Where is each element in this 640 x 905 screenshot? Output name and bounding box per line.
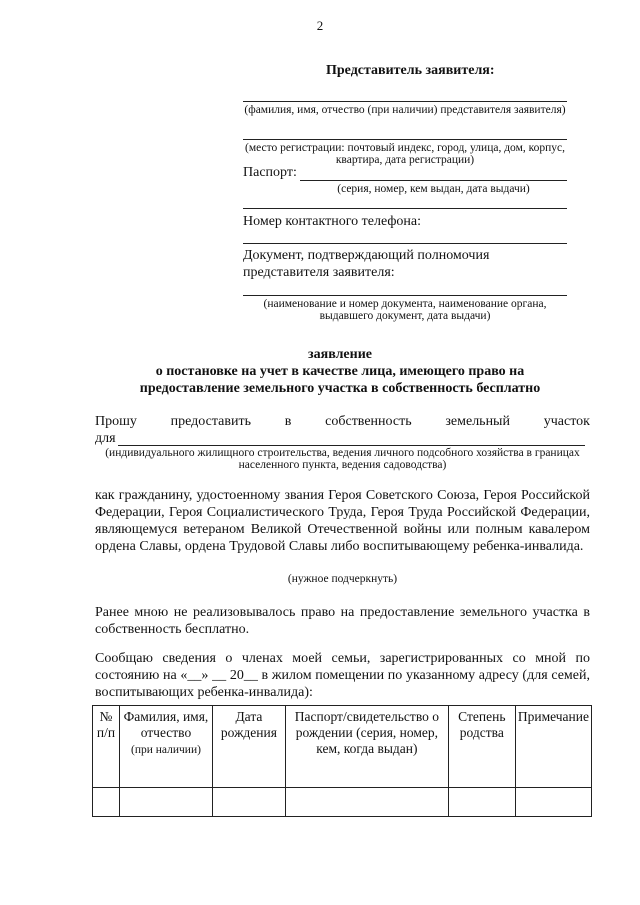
request-word: Прошу — [95, 414, 137, 429]
passport-caption: (серия, номер, кем выдан, дата выдачи) — [337, 183, 530, 195]
for-word: для — [95, 431, 116, 446]
doc-label-line1: Документ, подтверждающий полномочия — [243, 248, 490, 263]
doc-label-line2: представителя заявителя: — [243, 265, 395, 280]
fio-caption: (фамилия, имя, отчество (при наличии) представителя заявителя) — [244, 104, 566, 116]
address-line[interactable] — [243, 139, 567, 140]
table-cell[interactable] — [285, 788, 448, 817]
header-birth: Дата рождения — [212, 706, 285, 788]
representative-title: Представитель заявителя: — [326, 63, 495, 78]
header-num: № п/п — [93, 706, 120, 788]
header-name-text: Фамилия, имя, отчество — [123, 709, 209, 740]
header-note: Примечание — [515, 706, 591, 788]
phone-line[interactable] — [243, 243, 567, 244]
table-row — [93, 788, 592, 817]
fio-line[interactable] — [243, 101, 567, 102]
header-name-note: (при наличии) — [130, 744, 201, 756]
header-passport: Паспорт/свидетельство о рождении (серия, номер, кем, когда выдан) — [285, 706, 448, 788]
citizen-paragraph: как гражданину, удостоенному звания Героя Советского Союза, Героя Российской Федерации, Героя Социалистического Труда, Героя Труда Российской Федерации, являющемуся ветераном Великой Отечественной войны или полным кавалером ордена Славы, ордена Трудовой Славы либо воспитывающему ребенка-инвалида. — [95, 488, 590, 554]
family-table — [92, 705, 592, 817]
request-word: собственность — [325, 414, 412, 429]
table-cell[interactable] — [448, 788, 515, 817]
passport-label: Паспорт: — [243, 165, 297, 180]
passport-line[interactable] — [300, 180, 567, 181]
table-cell[interactable] — [515, 788, 591, 817]
table-cell[interactable] — [212, 788, 285, 817]
header-name — [119, 706, 212, 788]
purpose-caption: (индивидуального жилищного строительства, ведения личного подсобного хозяйства в границах населенного пункта, ведения садоводства) — [105, 447, 580, 471]
statement-heading-2: о постановке на учет в качестве лица, имеющего право на — [155, 364, 525, 379]
address-caption: (место регистрации: почтовый индекс, город, улица, дом, корпус, квартира, дата регистрации) — [245, 142, 565, 166]
passport-extra-line[interactable] — [243, 208, 567, 209]
request-line — [95, 414, 590, 430]
previous-right-paragraph: Ранее мною не реализовывалось право на предоставление земельного участка в собственность бесплатно. — [95, 605, 590, 637]
table-header-row — [93, 706, 592, 788]
request-word: в — [284, 414, 292, 429]
header-relation: Степень родства — [448, 706, 515, 788]
request-word: земельный — [445, 414, 510, 429]
request-word: предоставить — [170, 414, 251, 429]
purpose-line[interactable] — [118, 445, 585, 446]
request-word: участок — [543, 414, 590, 429]
phone-label: Номер контактного телефона: — [243, 214, 421, 229]
underline-note: (нужное подчеркнуть) — [287, 573, 398, 585]
statement-heading-3: предоставление земельного участка в собственность бесплатно — [139, 381, 541, 396]
doc-caption: (наименование и номер документа, наименование органа, выдавшего документ, дата выдачи) — [263, 298, 547, 322]
doc-line[interactable] — [243, 295, 567, 296]
table-cell[interactable] — [93, 788, 120, 817]
family-paragraph: Сообщаю сведения о членах моей семьи, зарегистрированных со мной по состоянию на «__» __ 20__ в жилом помещении по указанному адресу (для семей, воспитывающих ребенка-инвалида): — [95, 651, 590, 700]
table-cell[interactable] — [119, 788, 212, 817]
statement-heading-1: заявление — [308, 347, 372, 362]
page-number: 2 — [316, 18, 324, 33]
